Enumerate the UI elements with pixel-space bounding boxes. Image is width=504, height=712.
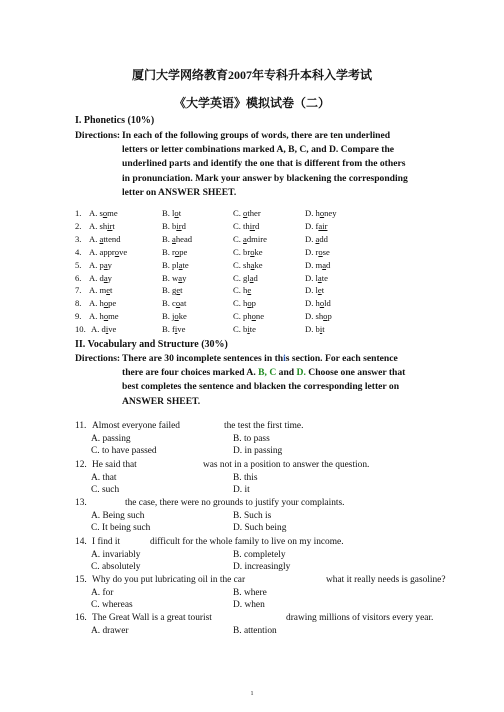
phonetics-option: C. broke [233,246,263,257]
question-stem: I find it [92,537,121,547]
phonetics-option: B. rope [162,246,188,257]
phonetics-option: A. approve [89,246,128,257]
question-stem: was not in a position to answer the question. [203,460,370,470]
page-number: 1 [250,691,254,697]
choice-a: A. drawer [91,625,129,636]
phonetics-directions [75,129,443,200]
phonetics-option: B. way [162,272,187,283]
choice-c: C. whereas [91,600,133,611]
phonetics-option: C. he [233,285,252,296]
phonetics-option: A. some [89,208,118,218]
choice-b: B. completely [233,549,286,560]
phonetics-option: A. day [89,272,112,283]
choice-b: B. Such is [233,510,272,521]
document-subtitle: 《大学英语》模拟试卷（二） [173,96,330,110]
choice-a: A. that [91,472,117,483]
phonetics-option: B. lot [162,208,182,218]
phonetics-option: A. hope [89,298,117,309]
phonetics-option: C. third [233,220,260,231]
directions-line: There are 30 incomplete sentences in this section. For each sentence [122,353,398,364]
phonetics-option: A. attend [89,233,121,244]
item-number: 1. [75,208,82,218]
choice-c: C. absolutely [91,562,141,573]
phonetics-option: C. glad [233,272,258,283]
phonetics-option: C. other [233,208,261,218]
question-stem: difficult for the whole family to live on my income. [150,537,344,547]
phonetics-option: B. joke [162,311,187,322]
question-stem: what it really needs is gasoline? [326,575,446,585]
phonetics-option: A. dive [91,324,117,335]
section-heading-vocabulary: II. Vocabulary and Structure (30%) [75,339,228,350]
directions-line: underlined parts and identify the one that is different from the others [122,158,406,170]
item-number: 2. [75,220,82,231]
choice-d: D. Such being [233,523,287,534]
item-number: 3. [75,233,82,244]
choice-d: D. when [233,600,265,611]
question-number: 14. [75,537,87,547]
choice-d: D. it [233,485,250,496]
question-stem: The Great Wall is a great tourist [92,613,212,623]
question-stem: He said that [92,460,137,470]
choice-d: D. in passing [233,446,283,457]
phonetics-option: D. add [305,233,328,244]
vocabulary-directions [75,352,443,409]
phonetics-option: D. let [305,285,325,296]
question-number: 13. [75,498,87,508]
phonetics-option: D. honey [305,208,337,218]
directions-label: Directions: [75,130,121,141]
item-number: 10. [75,324,86,335]
question-number: 15. [75,575,87,585]
directions-line: in pronunciation. Mark your answer by blackening the corresponding [122,172,408,184]
phonetics-option: D. shop [305,311,332,322]
choice-c: C. It being such [91,523,151,534]
phonetics-option: D. rose [305,246,330,257]
question-number: 16. [75,613,87,623]
item-number: 8. [75,298,82,309]
phonetics-option: C. hop [233,298,256,309]
document-title: 厦门大学网络教育2007年专科升本科入学考试 [131,68,372,82]
question-stem: Why do you put lubricating oil in the car [92,575,246,585]
phonetics-option: A. met [89,285,113,296]
directions-line: there are four choices marked A. B, C and D. Choose one answer that [122,367,406,379]
choice-b: B. where [233,587,267,598]
phonetics-option: C. admire [233,233,267,244]
phonetics-option: C. phone [233,311,265,322]
phonetics-option: D. bit [305,324,325,335]
phonetics-option: B. plate [162,259,189,270]
question-stem: drawing millions of visitors every year. [286,613,434,623]
choice-a: A. invariably [91,549,141,560]
phonetics-option: D. fair [305,220,328,231]
choice-a: A. for [91,587,114,598]
phonetics-option: B. bird [162,220,186,231]
directions-line: best completes the sentence and blacken the corresponding letter on [122,381,400,393]
item-number: 5. [75,259,82,270]
item-number: 6. [75,272,82,283]
directions-line: letter on ANSWER SHEET. [122,186,237,198]
choice-b: B. this [233,472,258,483]
choice-c: C. to have passed [91,446,157,457]
choice-b: B. to pass [233,433,270,444]
question-stem: the test the first time. [224,421,304,431]
phonetics-option: C. bite [233,324,256,335]
choice-b: B. attention [233,625,277,636]
choice-d: D. increasingly [233,562,291,573]
directions-text [122,129,443,200]
question-stem: the case, there were no grounds to justify your complaints. [125,498,345,508]
phonetics-option: B. ahead [162,233,193,244]
choice-a: A. passing [91,433,131,444]
choice-c: C. such [91,485,120,496]
phonetics-option: C. shake [233,259,263,270]
phonetics-option: B. get [162,285,183,296]
question-number: 11. [75,421,87,431]
phonetics-option: A. pay [89,259,112,270]
phonetics-option: D. mad [305,259,331,270]
item-number: 7. [75,285,82,296]
directions-line: ANSWER SHEET. [122,395,201,407]
question-stem: Almost everyone failed [92,421,180,431]
directions-label: Directions: [75,353,121,364]
phonetics-option: B. coat [162,298,187,309]
phonetics-option: A. shirt [89,220,115,231]
directions-line: In each of the following groups of words, there are ten underlined [122,130,391,141]
item-number: 4. [75,246,82,257]
item-number: 9. [75,311,82,322]
phonetics-option: A. home [89,311,119,322]
choice-a: A. Being such [91,510,145,521]
question-number: 12. [75,460,87,470]
phonetics-option: D. hold [305,298,331,309]
directions-line: letters or letter combinations marked A, B, C, and D. Compare the [122,144,395,156]
phonetics-option: B. five [162,324,186,335]
directions-text [122,352,443,409]
phonetics-option: D. late [305,272,328,283]
section-heading-phonetics: I. Phonetics (10%) [75,115,155,126]
